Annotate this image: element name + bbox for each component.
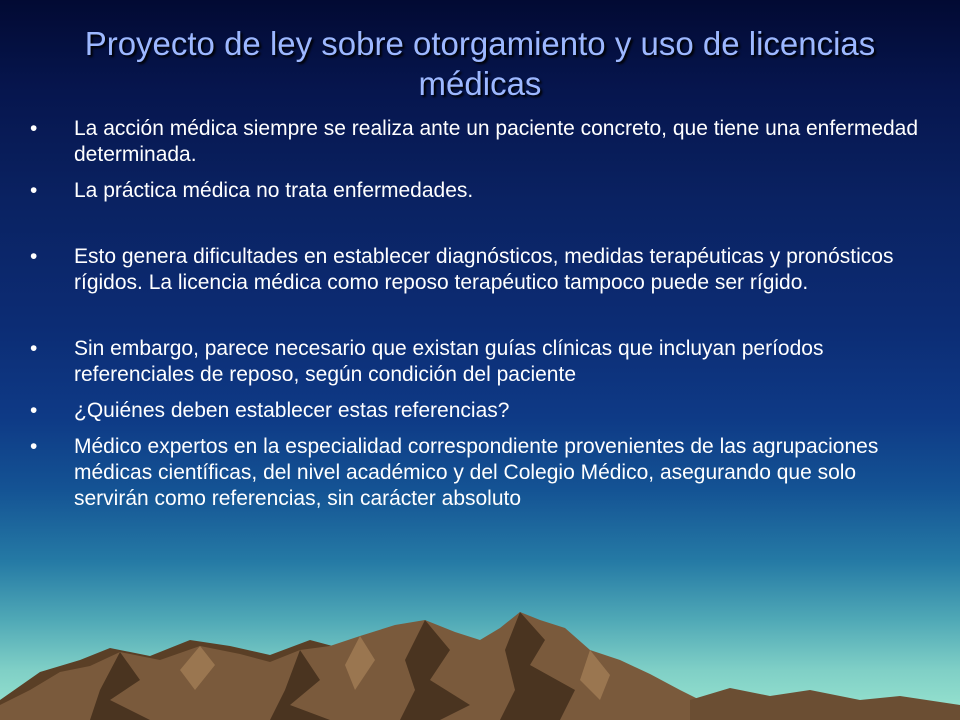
- mountain-right-hills: [690, 688, 960, 720]
- bullet-icon: •: [30, 117, 38, 140]
- bullet-icon: •: [30, 245, 38, 268]
- bullet-item: [30, 434, 930, 512]
- bullet-icon: •: [30, 435, 38, 458]
- bullet-text: La acción médica siempre se realiza ante un paciente concreto, que tiene una enfermedad determinada.: [74, 117, 919, 166]
- bullet-icon: •: [30, 179, 38, 202]
- bullet-text: La práctica médica no trata enfermedades.: [74, 179, 474, 202]
- bullet-item: [30, 336, 930, 388]
- bullet-text: ¿Quiénes deben establecer estas referencias?: [74, 399, 510, 422]
- bullet-item: [30, 178, 930, 204]
- slide-title: Proyecto de ley sobre otorgamiento y uso de licencias médicas: [84, 25, 876, 102]
- bullet-icon: •: [30, 337, 38, 360]
- bullet-text: Esto genera dificultades en establecer diagnósticos, medidas terapéuticas y pronósticos rígidos. La licencia médica como reposo terapéutico tampoco puede ser rígido.: [74, 245, 894, 294]
- bullet-item: [30, 244, 930, 296]
- bullet-text: Sin embargo, parece necesario que existan guías clínicas que incluyan períodos referenciales de reposo, según condición del paciente: [74, 337, 824, 386]
- bullet-text: Médico expertos en la especialidad correspondiente provenientes de las agrupaciones médicas científicas, del nivel académico y del Colegio Médico, asegurando que solo servirán como referencias, sin carácter absoluto: [74, 435, 879, 510]
- bullet-list: [30, 116, 930, 512]
- bullet-item: [30, 116, 930, 168]
- bullet-item: [30, 398, 930, 424]
- bullet-icon: •: [30, 399, 38, 422]
